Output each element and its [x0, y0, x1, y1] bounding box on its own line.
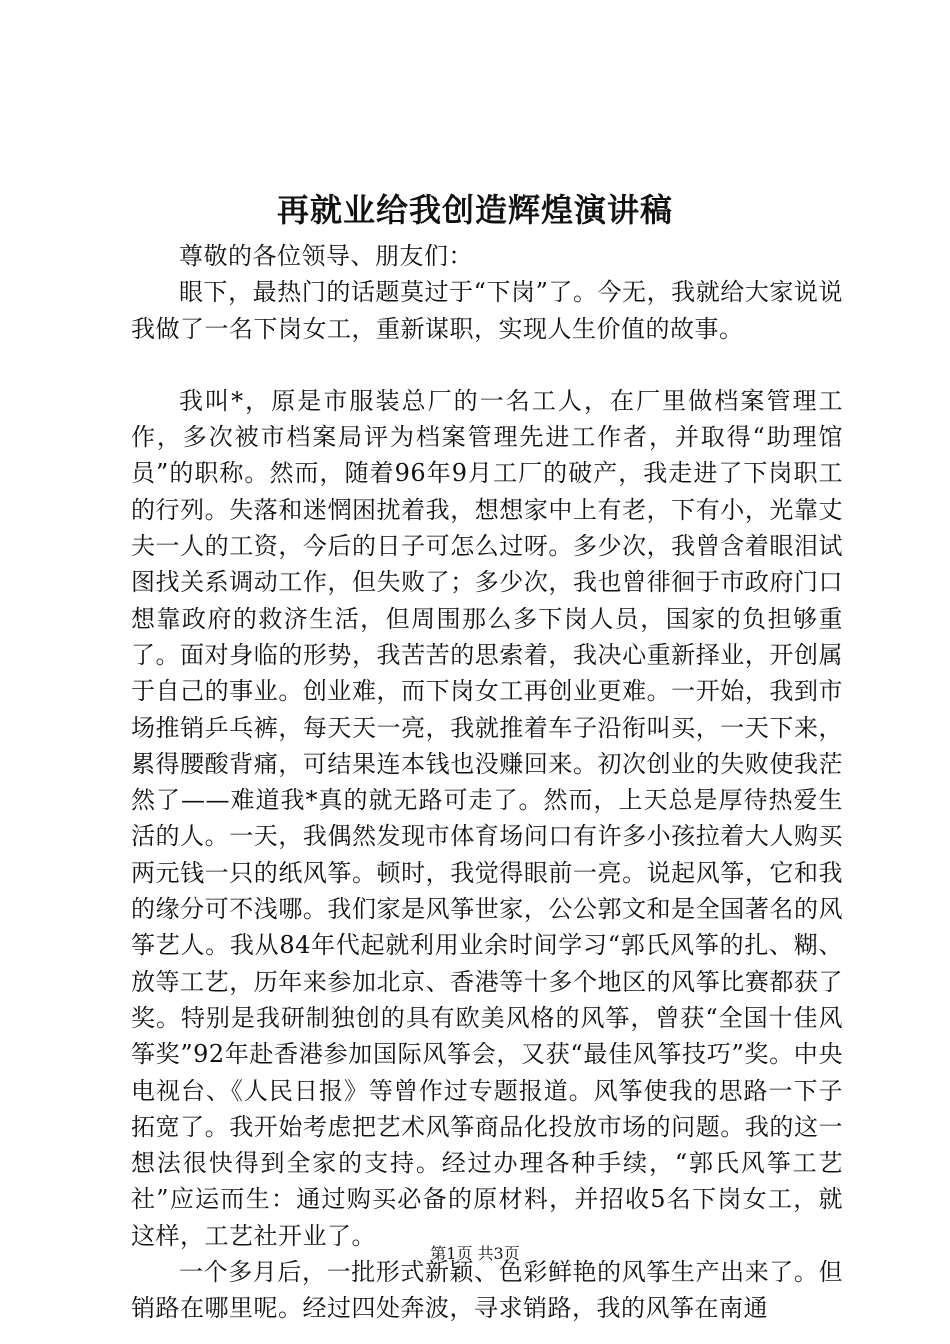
- story-paragraph: 我叫*，原是市服装总厂的一名工人，在厂里做档案管理工作，多次被市档案局评为档案管理先进工作者，并取得“助理馆员”的职称。然而，随着96年9月工厂的破产，我走进了下岗职工的行列。失落和迷惘困扰着我，想想家中上有老，下有小，光靠丈夫一人的工资，今后的日子可怎么过呀。多少次，我曾含着眼泪试图找关系调动工作，但失败了；多少次，我也曾徘徊于市政府门口想靠政府的救济生活，但周围那么多下岗人员，国家的负担够重了。面对身临的形势，我苦苦的思索着，我决心重新择业，开创属于自己的事业。创业难，而下岗女工再创业更难。一开始，我到市场推销乒乓裤，每天天一亮，我就推着车子沿衔叫买，一天下来，累得腰酸背痛，可结果连本钱也没赚回来。初次创业的失败使我茫然了——难道我*真的就无路可走了。然而，上天总是厚待热爱生活的人。一天，我偶然发现市体育场问口有许多小孩拉着大人购买两元钱一只的纸风筝。顿时，我觉得眼前一亮。说起风筝，它和我的缘分可不浅哪。我们家是风筝世家，公公郭文和是全国著名的风筝艺人。我从84年代起就利用业余时间学习“郭氏风筝的扎、糊、放等工艺，历年来参加北京、香港等十多个地区的风筝比赛都获了奖。特别是我研制独创的具有欧美风格的风筝，曾获“全国十佳风筝奖”92年赴香港参加国际风筝会，又获“最佳风筝技巧”奖。中央电视台、《人民日报》等曾作过专题报道。风筝使我的思路一下子拓宽了。我开始考虑把艺术风筝商品化投放市场的问题。我的这一想法很快得到全家的支持。经过办理各种手续，“郭氏风筝工艺社”应运而生：通过购买必备的原材料，并招收5名下岗女工，就这样，工艺社开业了。: [131, 386, 843, 1250]
- page-footer: 第1页 共3页: [430, 1244, 520, 1263]
- intro-paragraph: 眼下，最热门的话题莫过于“下岗”了。今无，我就给大家说说我做了一名下岗女工，重新谋职，实现人生价值的故事。: [131, 278, 843, 343]
- continuation-paragraph: 一个多月后，一批形式新颖、色彩鲜艳的风筝生产出来了。但销路在哪里呢。经过四处奔波，寻求销路，我的风筝在南通: [131, 1258, 843, 1323]
- document-body: [131, 238, 843, 1327]
- document-title: 再就业给我创造辉煌演讲稿: [276, 191, 673, 229]
- salutation-paragraph: 尊敬的各位领导、朋友们：: [179, 242, 473, 270]
